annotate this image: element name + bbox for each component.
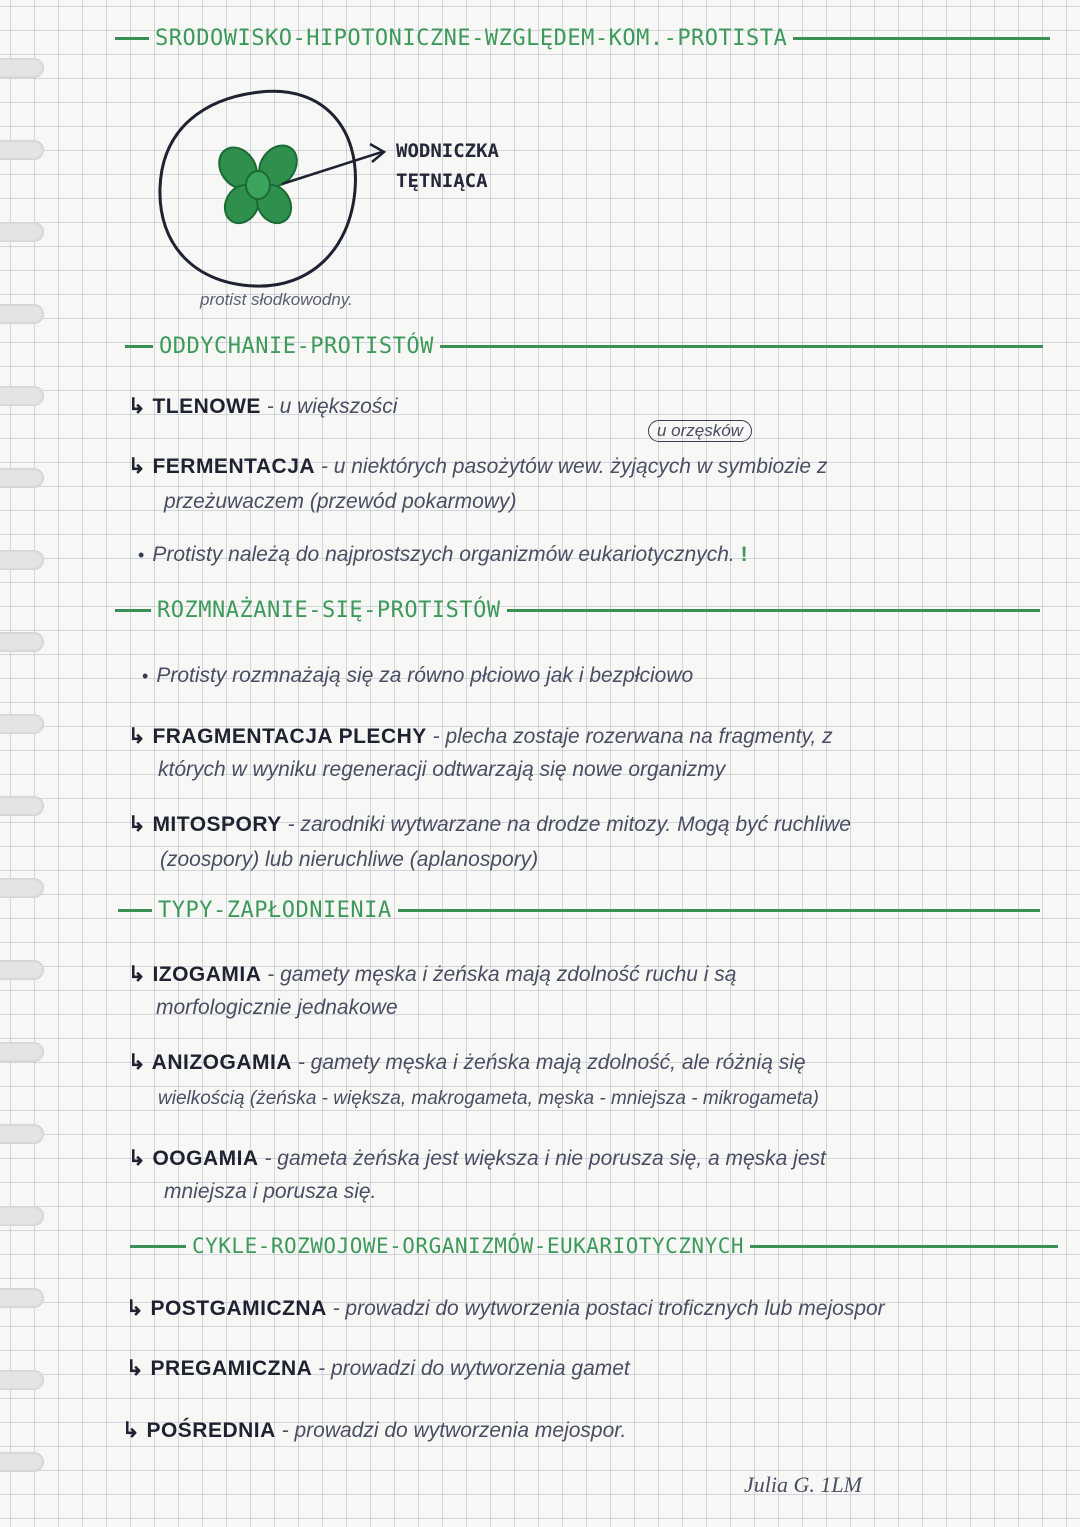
contractile-vacuole-icon — [211, 138, 304, 229]
heading-rule — [118, 909, 152, 912]
heading-text: TYPY-ZAPŁODNIENIA — [158, 898, 392, 923]
bullet-text: Protisty rozmnażają się za równo płciowo jak i bezpłciowo — [156, 664, 694, 687]
arrow-icon: ↳ — [128, 813, 153, 836]
author-signature: Julia G. 1LM — [744, 1472, 862, 1497]
binder-hole — [0, 468, 44, 488]
arrow-icon: ↳ — [128, 1147, 153, 1170]
term-label: IZOGAMIA — [152, 963, 262, 986]
exclamation-icon: ! — [740, 543, 748, 566]
binder-holes — [0, 0, 70, 1527]
cycle-item-pregamic — [126, 1356, 630, 1381]
definition-text: - gamety męska i żeńska mają zdolność ruchu i są — [267, 963, 737, 986]
heading-rule — [125, 345, 153, 348]
heading-rule — [115, 609, 151, 612]
bullet-icon: • — [142, 666, 149, 686]
definition-continuation: mniejsza i porusza się. — [164, 1180, 377, 1203]
arrow-icon: ↳ — [128, 455, 153, 478]
definition-continuation: (zoospory) lub nieruchliwe (aplanospory) — [160, 848, 539, 871]
definition-continuation: wielkością (żeńska - większa, makrogameta, męska - mniejsza - mikrogameta) — [158, 1088, 819, 1109]
cycle-item-postgamic — [126, 1296, 885, 1321]
vacuole-label-line2: TĘTNIĄCA — [396, 170, 488, 192]
reproduction-item-fragmentation — [128, 724, 833, 749]
binder-hole — [0, 58, 44, 78]
cycle-item-intermediate — [122, 1418, 626, 1443]
binder-hole — [0, 550, 44, 570]
fertilization-item-isogamy — [128, 962, 736, 987]
arrow-icon: ↳ — [128, 1051, 152, 1074]
arrow-icon: ↳ — [126, 1297, 151, 1320]
term-label: MITOSPORY — [152, 813, 282, 836]
binder-hole — [0, 714, 44, 734]
section-heading-reproduction — [115, 598, 1040, 623]
definition-text: - gamety męska i żeńska mają zdolność, ale różnią się — [297, 1051, 806, 1074]
definition-text: - plecha zostaje rozerwana na fragmenty, z — [432, 725, 833, 748]
heading-rule — [440, 345, 1043, 348]
binder-hole — [0, 1042, 44, 1062]
definition-text: - zarodniki wytwarzane na drodze mitozy. Mogą być ruchliwe — [287, 813, 851, 836]
reproduction-item-mitospores — [128, 812, 851, 837]
term-label: POŚREDNIA — [146, 1419, 276, 1442]
term-label: TLENOWE — [152, 395, 261, 418]
binder-hole — [0, 632, 44, 652]
annotation-bubble: u orzęsków — [648, 420, 752, 442]
section-heading-respiration — [125, 334, 1043, 359]
binder-hole — [0, 796, 44, 816]
binder-hole — [0, 1288, 44, 1308]
definition-text: - u niektórych pasożytów wew. żyjących w symbiozie z — [320, 455, 828, 478]
vacuole-label — [396, 136, 499, 196]
heading-text: ODDYCHANIE-PROTISTÓW — [159, 334, 434, 359]
fertilization-item-oogamy — [128, 1146, 826, 1171]
definition-text: - prowadzi do wytworzenia postaci troficznych lub mejospor — [332, 1297, 885, 1320]
definition-continuation: przeżuwaczem (przewód pokarmowy) — [164, 490, 517, 513]
fertilization-item-anisogamy — [128, 1050, 806, 1075]
binder-hole — [0, 386, 44, 406]
heading-rule — [793, 37, 1050, 40]
bullet-text: Protisty należą do najprostszych organizmów eukariotycznych. — [152, 543, 735, 566]
binder-hole — [0, 140, 44, 160]
binder-hole — [0, 1370, 44, 1390]
respiration-item-fermentation — [128, 454, 827, 479]
arrow-icon: ↳ — [128, 725, 153, 748]
arrow-icon: ↳ — [128, 963, 153, 986]
definition-text: - prowadzi do wytworzenia gamet — [318, 1357, 630, 1380]
binder-hole — [0, 1452, 44, 1472]
section-heading-environment — [115, 26, 1050, 51]
heading-text: ROZMNAŻANIE-SIĘ-PROTISTÓW — [157, 598, 501, 623]
section-heading-fertilization — [118, 898, 1040, 923]
arrow-icon: ↳ — [126, 1357, 151, 1380]
respiration-item-aerobic — [128, 394, 397, 419]
heading-rule — [115, 37, 149, 40]
heading-rule — [507, 609, 1040, 612]
respiration-bullet — [138, 543, 748, 567]
reproduction-bullet — [142, 664, 693, 688]
definition-text: - u większości — [266, 395, 398, 418]
binder-hole — [0, 1206, 44, 1226]
diagram-caption: protist słodkowodny. — [200, 290, 353, 309]
arrow-icon: ↳ — [122, 1419, 147, 1442]
definition-text: - gameta żeńska jest większa i nie porusza się, a męska jest — [264, 1147, 826, 1170]
binder-hole — [0, 222, 44, 242]
binder-hole — [0, 960, 44, 980]
term-label: PREGAMICZNA — [150, 1357, 313, 1380]
bullet-icon: • — [138, 545, 145, 565]
heading-rule — [130, 1245, 186, 1248]
heading-rule — [750, 1245, 1058, 1248]
heading-text: SRODOWISKO-HIPOTONICZNE-WZGLĘDEM-KOM.-PROTISTA — [155, 26, 788, 51]
term-label: POSTGAMICZNA — [150, 1297, 327, 1320]
binder-hole — [0, 1124, 44, 1144]
term-label: ANIZOGAMIA — [151, 1051, 292, 1074]
term-label: FERMENTACJA — [152, 455, 316, 478]
binder-hole — [0, 878, 44, 898]
definition-continuation: morfologicznie jednakowe — [156, 996, 398, 1019]
term-label: FRAGMENTACJA PLECHY — [152, 725, 427, 748]
arrow-icon: ↳ — [128, 395, 153, 418]
section-heading-life-cycles — [130, 1234, 1058, 1258]
binder-hole — [0, 304, 44, 324]
heading-rule — [398, 909, 1040, 912]
term-label: OOGAMIA — [152, 1147, 259, 1170]
vacuole-label-line1: WODNICZKA — [396, 140, 499, 162]
heading-text: CYKLE-ROZWOJOWE-ORGANIZMÓW-EUKARIOTYCZNYCH — [192, 1234, 745, 1258]
definition-text: - prowadzi do wytworzenia mejospor. — [281, 1419, 627, 1442]
definition-continuation: których w wyniku regeneracji odtwarzają się nowe organizmy — [158, 758, 726, 781]
